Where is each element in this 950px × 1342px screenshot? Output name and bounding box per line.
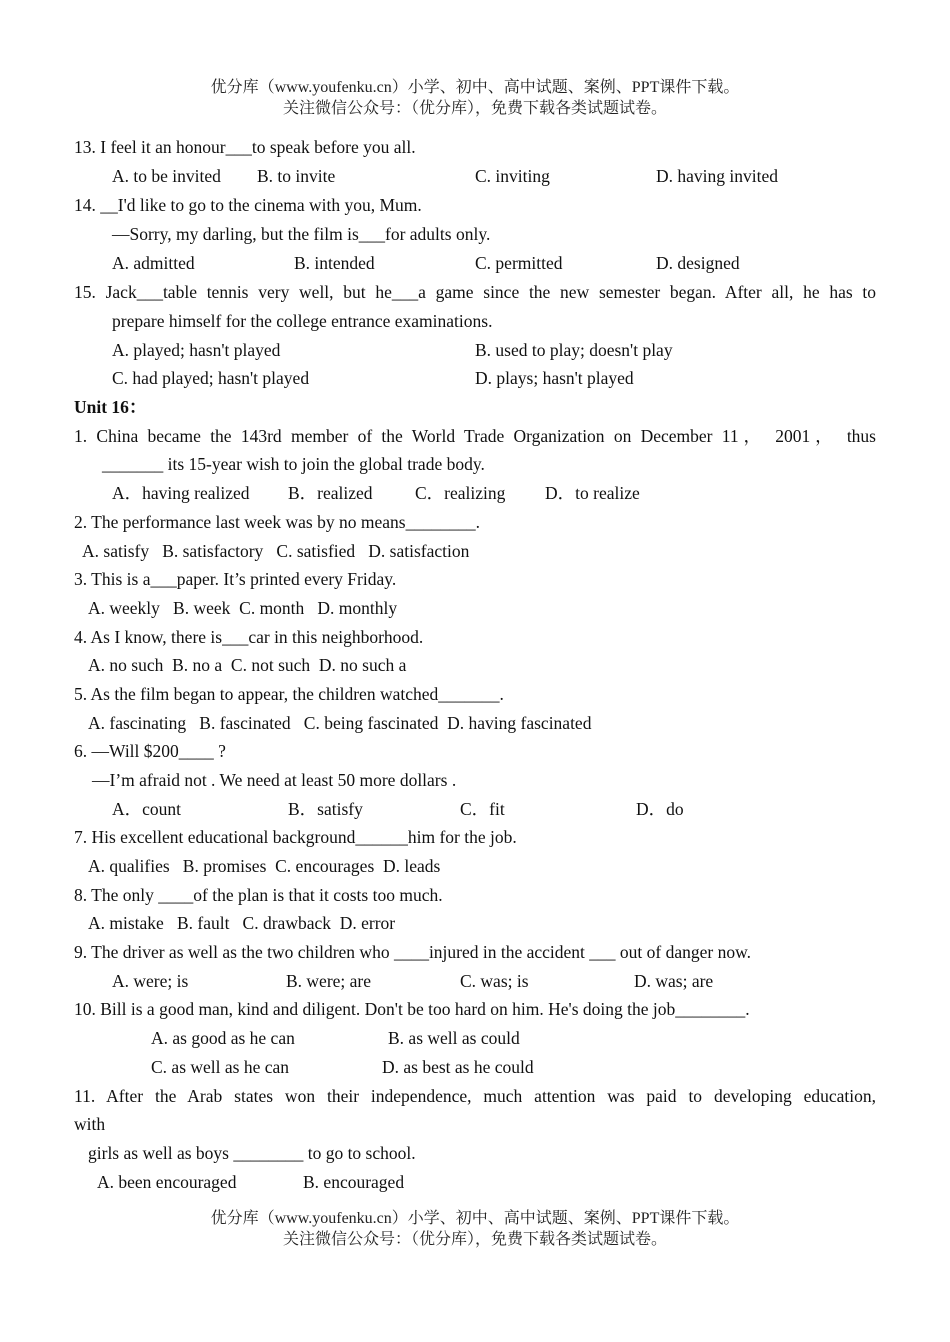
u16-q1-option-d: D．to realize bbox=[545, 483, 640, 503]
u16-q9-option-c: C. was; is bbox=[460, 971, 529, 991]
u16-q10-options-row-2 bbox=[0, 1055, 950, 1079]
u16-q10-option-c: C. as well as he can bbox=[151, 1057, 290, 1077]
header-line-1: 优分库（www.youfenku.cn）小学、初中、高中试题、案例、PPT课件下载。 bbox=[210, 79, 740, 96]
u16-q3-stem: 3. This is a___paper. It’s printed every Friday. bbox=[74, 569, 397, 589]
q14-option-d: D. designed bbox=[656, 253, 740, 273]
u16-q11-option-a: A. been encouraged bbox=[97, 1172, 237, 1192]
u16-q4-stem: 4. As I know, there is___car in this neighborhood. bbox=[74, 627, 424, 647]
u16-q6-option-a: A．count bbox=[112, 799, 182, 819]
q15-option-c: C. had played; hasn't played bbox=[112, 368, 310, 388]
unit-16-colon: ： bbox=[128, 397, 147, 417]
q15-option-b: B. used to play; doesn't play bbox=[475, 340, 673, 360]
q14-option-c: C. permitted bbox=[475, 253, 563, 273]
u16-q11-stem-line-1b: with bbox=[74, 1114, 106, 1134]
u16-q8-stem: 8. The only ____of the plan is that it costs too much. bbox=[74, 885, 443, 905]
u16-q1-option-a: A．having realized bbox=[112, 483, 250, 503]
q14-stem: 14. __I'd like to go to the cinema with you, Mum. bbox=[74, 195, 422, 215]
u16-q2-stem: 2. The performance last week was by no means________. bbox=[74, 512, 480, 532]
footer-line-2: 关注微信公众号：（优分库），免费下载各类试题试卷。 bbox=[282, 1231, 667, 1248]
u16-q6-reply: —I’m afraid not . We need at least 50 more dollars . bbox=[92, 770, 457, 790]
u16-q5-stem: 5. As the film began to appear, the children watched_______. bbox=[74, 684, 504, 704]
u16-q6-option-d: D．do bbox=[636, 799, 684, 819]
u16-q9-option-d: D. was; are bbox=[634, 971, 714, 991]
u16-q6-options bbox=[0, 797, 950, 821]
page-header bbox=[0, 77, 950, 119]
u16-q10-option-b: B. as well as could bbox=[388, 1028, 520, 1048]
u16-q6-option-c: C．fit bbox=[460, 799, 505, 819]
q14-option-a: A. admitted bbox=[112, 253, 195, 273]
u16-q9-stem: 9. The driver as well as the two children who ____injured in the accident ___ out of danger now. bbox=[74, 942, 751, 962]
q15-stem-line-2: prepare himself for the college entrance examinations. bbox=[112, 311, 493, 331]
u16-q9-options bbox=[0, 969, 950, 993]
u16-q1-stem-line-2: _______ its 15-year wish to join the global trade body. bbox=[102, 454, 485, 474]
q13-stem: 13. I feel it an honour___to speak before you all. bbox=[74, 137, 416, 157]
u16-q10-stem: 10. Bill is a good man, kind and diligent. Don't be too hard on him. He's doing the job________. bbox=[74, 999, 750, 1019]
u16-q10-option-d: D. as best as he could bbox=[382, 1057, 534, 1077]
q13-options bbox=[0, 164, 950, 188]
q15-options-row-2 bbox=[0, 366, 950, 390]
u16-q10-option-a: A. as good as he can bbox=[151, 1028, 295, 1048]
u16-q1-stem-line-1: 1. China became the 143rd member of the World Trade Organization on December 11， 2001， thus bbox=[74, 426, 876, 446]
u16-q5-options: A. fascinating B. fascinated C. being fascinated D. having fascinated bbox=[88, 713, 592, 733]
u16-q1-option-b: B．realized bbox=[288, 483, 373, 503]
u16-q6-stem: 6. —Will $200____ ? bbox=[74, 741, 226, 761]
u16-q7-options: A. qualifies B. promises C. encourages D. leads bbox=[88, 856, 441, 876]
q13-option-c: C. inviting bbox=[475, 166, 550, 186]
unit-16-title: Unit 16 bbox=[74, 397, 129, 417]
q13-option-b: B. to invite bbox=[257, 166, 336, 186]
footer-line-1: 优分库（www.youfenku.cn）小学、初中、高中试题、案例、PPT课件下载。 bbox=[210, 1210, 740, 1227]
q15-stem-line-1: 15. Jack___table tennis very well, but he___a game since the new semester began. After all, he has to bbox=[74, 282, 876, 302]
q15-option-d: D. plays; hasn't played bbox=[475, 368, 634, 388]
q14-reply: —Sorry, my darling, but the film is___for adults only. bbox=[112, 224, 491, 244]
q13-option-d: D. having invited bbox=[656, 166, 778, 186]
u16-q11-stem-line-2: girls as well as boys ________ to go to school. bbox=[88, 1143, 416, 1163]
u16-q2-options: A. satisfy B. satisfactory C. satisfied D. satisfaction bbox=[82, 541, 470, 561]
u16-q11-option-b: B. encouraged bbox=[303, 1172, 405, 1192]
u16-q10-options-row-1 bbox=[0, 1026, 950, 1050]
u16-q11-options bbox=[0, 1170, 950, 1194]
q15-options-row-1 bbox=[0, 338, 950, 362]
u16-q6-option-b: B．satisfy bbox=[288, 799, 363, 819]
u16-q11-stem-line-1: 11. After the Arab states won their independence, much attention was paid to developing education, bbox=[74, 1086, 876, 1106]
q14-options bbox=[0, 251, 950, 275]
unit-16-heading bbox=[74, 395, 146, 419]
u16-q3-options: A. weekly B. week C. month D. monthly bbox=[88, 598, 398, 618]
header-line-2: 关注微信公众号：（优分库），免费下载各类试题试卷。 bbox=[282, 100, 667, 117]
u16-q1-option-c: C．realizing bbox=[415, 483, 506, 503]
q14-option-b: B. intended bbox=[294, 253, 375, 273]
u16-q8-options: A. mistake B. fault C. drawback D. error bbox=[88, 913, 396, 933]
q15-option-a: A. played; hasn't played bbox=[112, 340, 281, 360]
page-footer bbox=[0, 1208, 950, 1250]
u16-q7-stem: 7. His excellent educational background______him for the job. bbox=[74, 827, 517, 847]
u16-q9-option-b: B. were; are bbox=[286, 971, 372, 991]
u16-q1-options bbox=[0, 481, 950, 505]
q13-option-a: A. to be invited bbox=[112, 166, 221, 186]
u16-q9-option-a: A. were; is bbox=[112, 971, 189, 991]
u16-q4-options: A. no such B. no a C. not such D. no such a bbox=[88, 655, 407, 675]
